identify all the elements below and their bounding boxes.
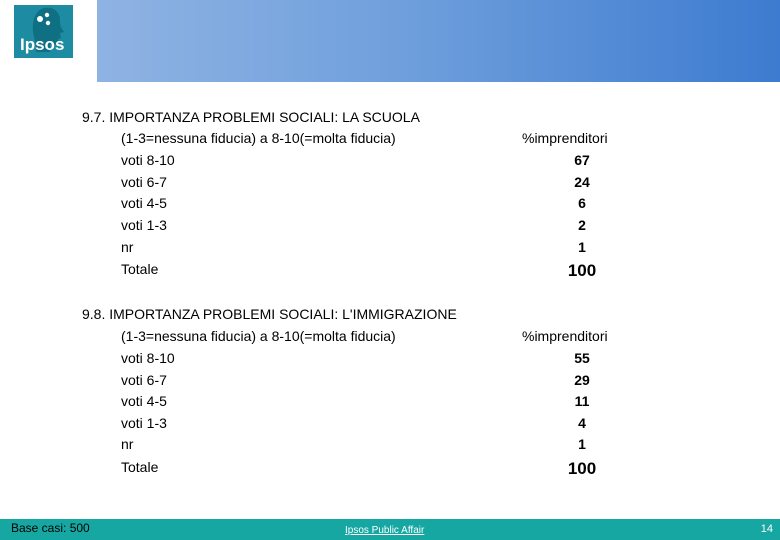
section-subtitle: (1-3=nessuna fiducia) a 8-10(=molta fiducia) (121, 130, 396, 146)
page-number: 14 (760, 523, 773, 535)
row-label: voti 6-7 (121, 174, 167, 190)
row-label: voti 4-5 (121, 195, 167, 211)
ipsos-logo (14, 5, 73, 58)
row-label: voti 1-3 (121, 217, 167, 233)
row-label: nr (121, 436, 134, 452)
row-value: 4 (578, 415, 586, 431)
row-label-total: Totale (121, 459, 159, 475)
row-label: nr (121, 239, 134, 255)
section-subtitle: (1-3=nessuna fiducia) a 8-10(=molta fiducia) (121, 328, 396, 344)
row-value: 67 (574, 152, 590, 168)
row-label: voti 1-3 (121, 415, 167, 431)
column-header: %imprenditori (522, 328, 608, 344)
header-banner (97, 0, 780, 82)
row-value: 6 (578, 195, 586, 211)
footer-bar (0, 519, 780, 540)
row-label: voti 4-5 (121, 393, 167, 409)
logo-area (0, 0, 92, 82)
row-value: 1 (578, 436, 586, 452)
row-value: 55 (574, 350, 590, 366)
row-value: 29 (574, 372, 590, 388)
row-label: voti 6-7 (121, 372, 167, 388)
row-label-total: Totale (121, 261, 159, 277)
row-value: 11 (574, 393, 590, 409)
row-value: 1 (578, 239, 586, 255)
base-count: Base casi: 500 (11, 521, 90, 535)
row-value-total: 100 (567, 459, 597, 478)
footer-link[interactable]: Ipsos Public Affair (345, 525, 425, 536)
row-value: 2 (578, 217, 586, 233)
row-label: voti 8-10 (121, 152, 175, 168)
row-value-total: 100 (567, 261, 597, 280)
column-header: %imprenditori (522, 130, 608, 146)
section-title: 9.7. IMPORTANZA PROBLEMI SOCIALI: LA SCUOLA (82, 109, 420, 125)
section-title: 9.8. IMPORTANZA PROBLEMI SOCIALI: L'IMMIGRAZIONE (82, 306, 457, 322)
row-value: 24 (574, 174, 590, 190)
row-label: voti 8-10 (121, 350, 175, 366)
logo-text: Ipsos (20, 35, 65, 54)
